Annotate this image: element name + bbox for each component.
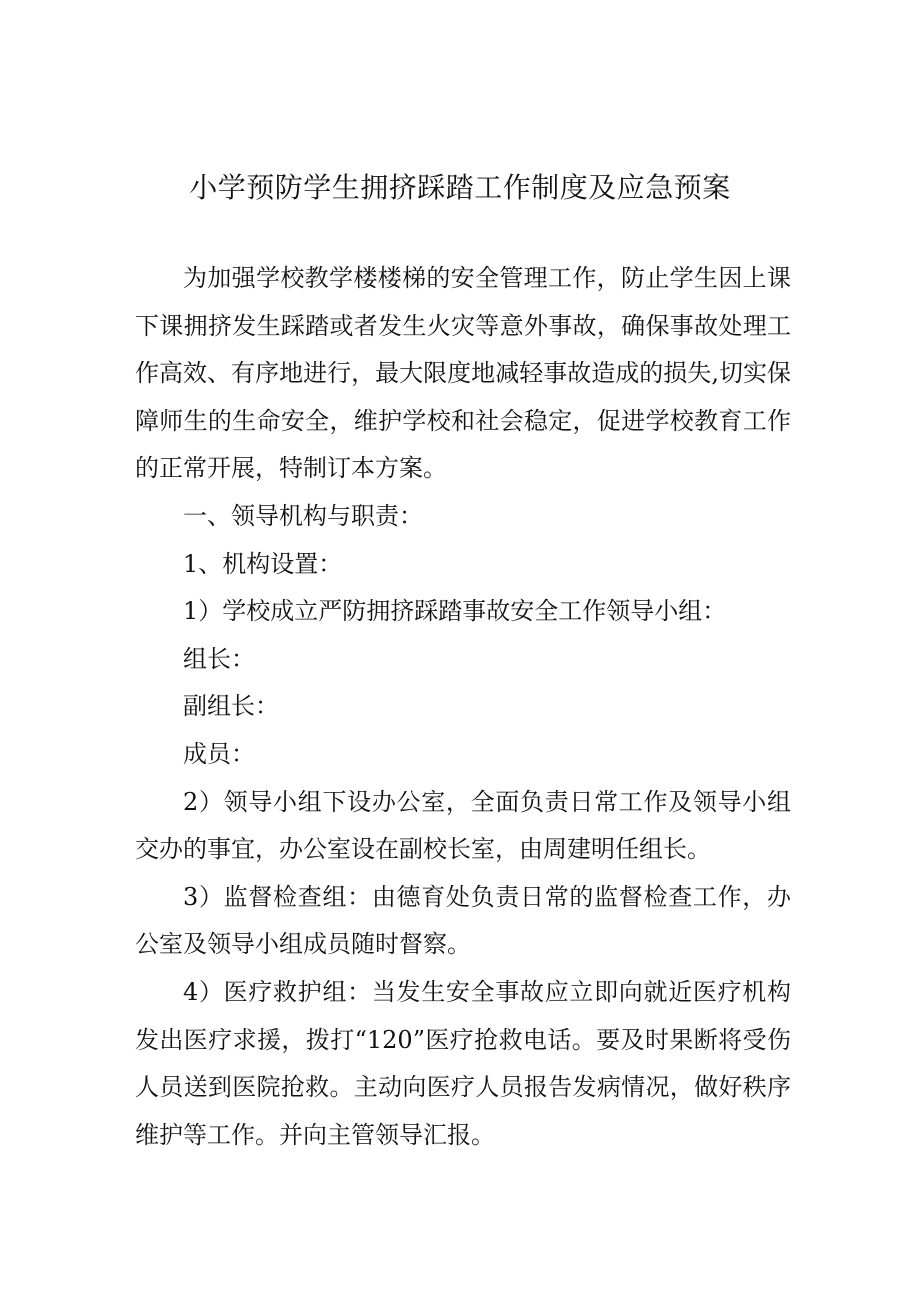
item-medical-rescue-group: 4）医疗救护组：当发生安全事故应立即向就近医疗机构发出医疗求援，拨打“120”医疗抢救电话。要及时果断将受伤人员送到医院抢救。主动向医疗人员报告发病情况，做好秩序维护等工作。并向主管领导汇报。 <box>135 977 791 1149</box>
item-office: 2）领导小组下设办公室，全面负责日常工作及领导小组交办的事宜，办公室设在副校长室，由周建明任组长。 <box>135 787 791 864</box>
item-leadership-group: 1）学校成立严防拥挤踩踏事故安全工作领导小组： <box>183 597 727 626</box>
intro-paragraph: 为加强学校教学楼楼梯的安全管理工作，防止学生因上课下课拥挤发生踩踏或者发生火灾等意外事故，确保事故处理工作高效、有序地进行，最大限度地减轻事故造成的损失,切实保障师生的生命安全，维护学校和社会稳定，促进学校教育工作的正常开展，特制订本方案。 <box>135 264 791 483</box>
subsection-heading-organization: 1、机构设置： <box>183 549 343 578</box>
field-deputy-leader: 副组长： <box>183 692 279 721</box>
field-members: 成员： <box>183 739 255 768</box>
field-group-leader: 组长： <box>183 644 255 673</box>
document-title: 小学预防学生拥挤踩踏工作制度及应急预案 <box>189 171 731 204</box>
item-supervision-group: 3）监督检查组：由德育处负责日常的监督检查工作，办公室及领导小组成员随时督察。 <box>135 882 791 959</box>
section-heading-leadership: 一、领导机构与职责： <box>183 501 423 530</box>
document-body <box>135 255 791 1159</box>
